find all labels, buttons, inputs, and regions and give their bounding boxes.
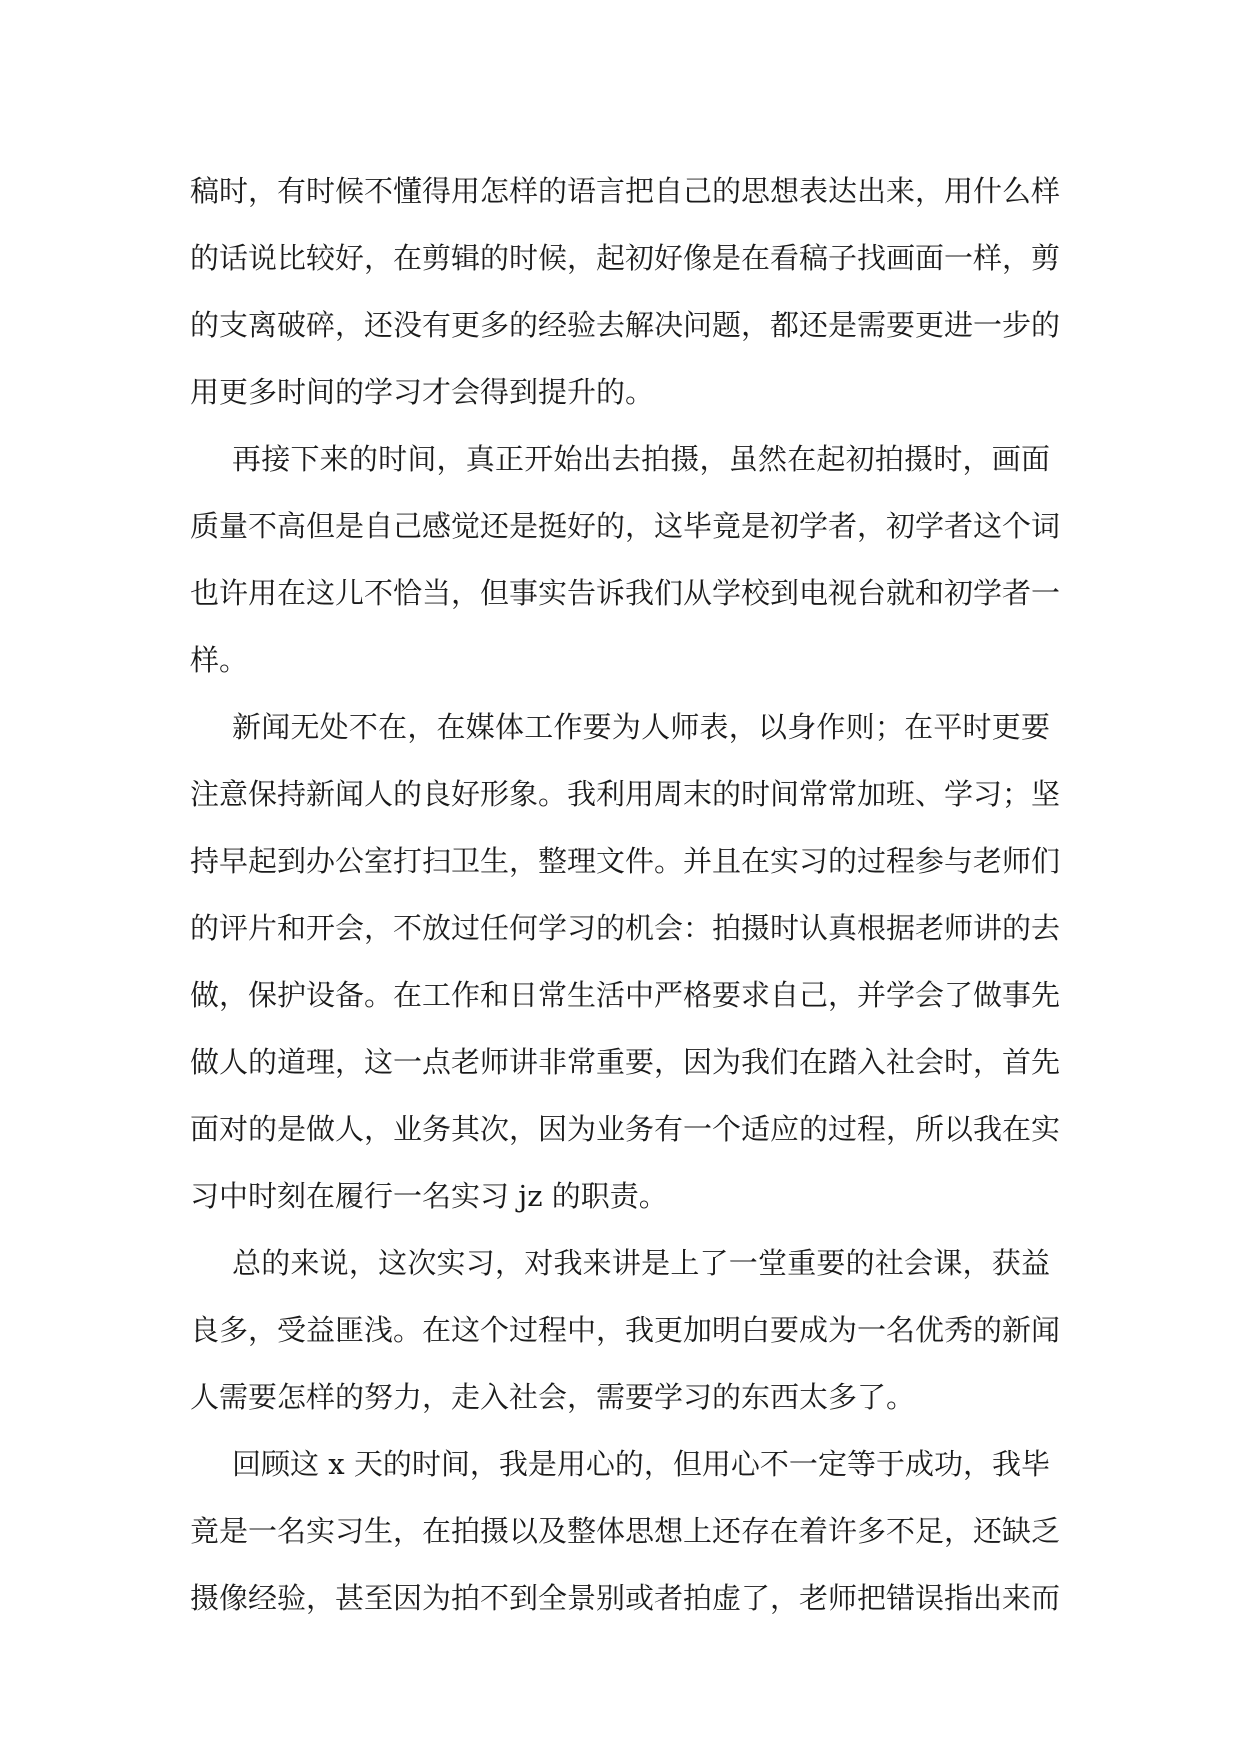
text-line: 习中时刻在履行一名实习 jz 的职责。 [190,1179,668,1213]
text-line: 做人的道理，这一点老师讲非常重要，因为我们在踏入社会时，首先 [190,1045,1061,1079]
text-line: 质量不高但是自己感觉还是挺好的，这毕竟是初学者，初学者这个词 [190,509,1061,543]
text-line: 样。 [190,643,249,677]
text-line: 持早起到办公室打扫卫生，整理文件。并且在实习的过程参与老师们 [190,844,1061,878]
text-line: 新闻无处不在，在媒体工作要为人师表，以身作则；在平时更要 [232,710,1050,744]
text-line: 面对的是做人，业务其次，因为业务有一个适应的过程，所以我在实 [190,1112,1061,1146]
text-line: 总的来说，这次实习，对我来讲是上了一堂重要的社会课，获益 [232,1246,1050,1280]
paragraph [190,1431,1061,1632]
document-body [190,158,1061,1632]
text-line: 也许用在这儿不恰当，但事实告诉我们从学校到电视台就和初学者一 [190,576,1061,610]
paragraph [190,694,1061,1230]
text-line: 摄像经验，甚至因为拍不到全景别或者拍虚了，老师把错误指出来而 [190,1581,1061,1615]
text-line: 用更多时间的学习才会得到提升的。 [190,375,655,409]
text-line: 再接下来的时间，真正开始出去拍摄，虽然在起初拍摄时，画面 [232,442,1050,476]
text-line: 人需要怎样的努力，走入社会，需要学习的东西太多了。 [190,1380,916,1414]
text-line: 竟是一名实习生，在拍摄以及整体思想上还存在着许多不足，还缺乏 [190,1514,1061,1548]
text-line: 注意保持新闻人的良好形象。我利用周末的时间常常加班、学习；坚 [190,777,1061,811]
text-line: 良多，受益匪浅。在这个过程中，我更加明白要成为一名优秀的新闻 [190,1313,1061,1347]
paragraph [190,426,1061,694]
text-line: 的话说比较好，在剪辑的时候，起初好像是在看稿子找画面一样，剪 [190,241,1061,275]
text-line: 稿时，有时候不懂得用怎样的语言把自己的思想表达出来，用什么样 [190,174,1061,208]
text-line: 回顾这 x 天的时间，我是用心的，但用心不一定等于成功，我毕 [232,1447,1050,1481]
paragraph [190,1230,1061,1431]
paragraph [190,158,1061,426]
text-line: 做，保护设备。在工作和日常生活中严格要求自己，并学会了做事先 [190,978,1061,1012]
text-line: 的支离破碎，还没有更多的经验去解决问题，都还是需要更进一步的 [190,308,1061,342]
text-line: 的评片和开会，不放过任何学习的机会：拍摄时认真根据老师讲的去 [190,911,1061,945]
